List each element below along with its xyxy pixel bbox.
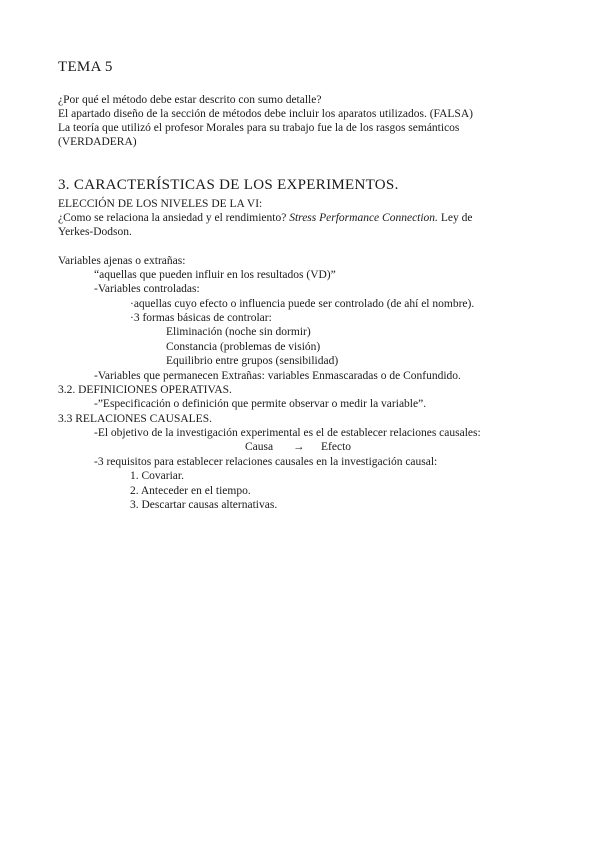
definicion-operativa: -”Especificación o definición que permite observar o medir la variable”. (94, 398, 427, 410)
variables-controladas-heading: -Variables controladas: (94, 283, 200, 295)
eliminacion-item: Eliminación (noche sin dormir) (166, 326, 311, 338)
question-3-answer: (VERDADERA) (58, 136, 137, 148)
controladas-definition: ·aquellas cuyo efecto o influencia puede ser controlado (de ahí el nombre). (130, 298, 475, 310)
requisitos-line: -3 requisitos para establecer relaciones causales en la investigación causal: (94, 456, 438, 468)
requisito-3: 3. Descartar causas alternativas. (130, 499, 278, 511)
ansiedad-question: ¿Como se relaciona la ansiedad y el rendimiento? (58, 212, 290, 224)
section-3-2-title: 3.2. DEFINICIONES OPERATIVAS. (58, 384, 232, 396)
objetivo-line: -El objetivo de la investigación experimental es el de establecer relaciones causales: (94, 427, 481, 439)
stress-performance-term: Stress Performance Connection. (289, 212, 438, 224)
question-3: La teoría que utilizó el profesor Morales para su trabajo fue la de los rasgos semánticos (58, 122, 460, 134)
requisito-2: 2. Anteceder en el tiempo. (130, 485, 251, 497)
requisito-1: 1. Covariar. (130, 470, 184, 482)
tema-title: TEMA 5 (58, 59, 113, 75)
yerkes-dodson: Yerkes-Dodson. (58, 226, 132, 238)
constancia-item: Constancia (problemas de visión) (166, 341, 321, 353)
eleccion-heading: ELECCIÓN DE LOS NIVELES DE LA VI: (58, 198, 263, 210)
section-3-title: 3. CARACTERÍSTICAS DE LOS EXPERIMENTOS. (58, 177, 399, 193)
efecto-label: Efecto (321, 441, 352, 453)
equilibrio-item: Equilibrio entre grupos (sensibilidad) (166, 355, 339, 367)
formas-heading: ·3 formas básicas de controlar: (130, 312, 272, 324)
aquellas-definition: “aquellas que pueden influir en los resultados (VD)” (94, 269, 336, 281)
variables-ajenas-heading: Variables ajenas o extrañas: (58, 255, 186, 267)
section-3-3-title: 3.3 RELACIONES CAUSALES. (58, 413, 212, 425)
arrow-icon: → (293, 441, 305, 453)
causa-label: Causa (245, 441, 274, 453)
question-2: El apartado diseño de la sección de métodos debe incluir los aparatos utilizados. (FALSA) (58, 108, 473, 120)
ansiedad-line (58, 211, 472, 225)
ley-de-text: Ley de (437, 212, 473, 224)
variables-extranas-line: -Variables que permanecen Extrañas: variables Enmascaradas o de Confundido. (94, 370, 461, 382)
question-1: ¿Por qué el método debe estar descrito con sumo detalle? (58, 94, 322, 106)
